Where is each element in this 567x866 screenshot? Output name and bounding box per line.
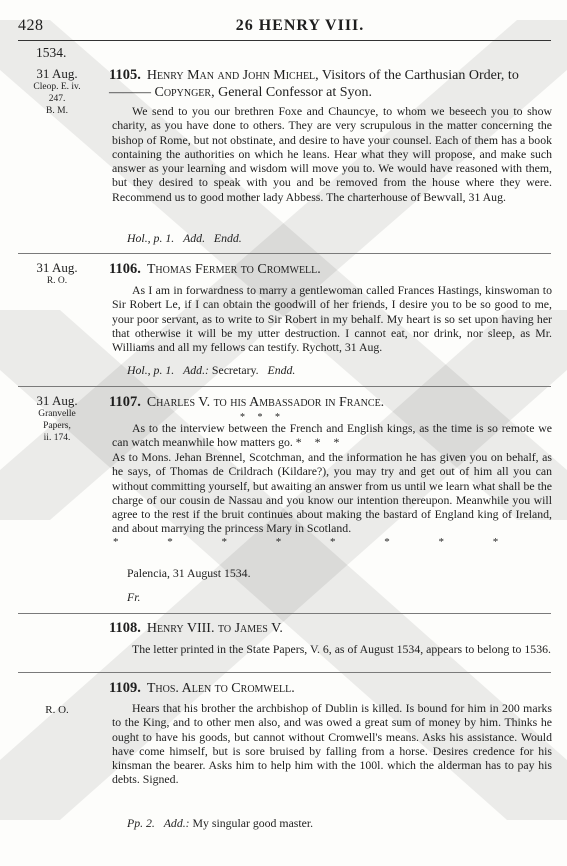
running-head: 26 HENRY VIII. [235,17,365,34]
source-ref: R. O. [45,704,69,716]
entry-1108-heading: 1108. Henry VIII. to James V. [109,620,283,636]
source-ref: 247. [48,94,66,104]
entry-number: 1108. [109,620,141,636]
entry-1106-body: As I am in forwardness to marry a gentlewoman called Frances Hastings, kinswoman to Sir Robert Le, if I can obtain the goodwill of her friends, I desire you to be so good to me, your poor servant, as to write to Sir Robert in my behalf. My heart is so set upon having her that otherwise it will be my utter destruction. I cannot eat, nor drink, nor sleep, as Mr. Williams and all my fellows can testify. Rychott, 31 Aug. [112,283,552,355]
source-ref: Granvelle [38,409,76,419]
source-ref: Cleop. E. iv. [33,82,81,92]
entry-1109-margin [18,704,96,716]
entry-1107-language: Fr. [127,590,141,604]
entry-number: 1107. [109,394,141,410]
entry-1105-heading: 1105. Henry Man and John Michel, Visitors of the Carthusian Order, to ——— Copynger, General Confessor at Syon. [109,67,519,100]
omission-stars: * * * [240,412,280,423]
entry-1109-footer: Pp. 2. Add.: My singular good master. [127,816,314,830]
entry-separator [18,253,551,254]
entry-number: 1105. [109,67,141,83]
entry-1106-footer: Hol., p. 1. Add.: Secretary. Endd. [127,363,296,377]
margin-year: 1534. [36,45,67,60]
entry-1108-body: The letter printed in the State Papers, V. 6, as of August 1534, appears to belong to 1536. [132,642,551,656]
entry-1105-footer: Hol., p. 1. Add. Endd. [127,231,242,245]
entry-1105-margin [18,66,96,117]
omission-stars: * * * * * * * * [113,536,499,548]
entry-date: 31 Aug. [36,393,78,408]
omission-stars: * * * [295,435,340,450]
entry-date: 31 Aug. [36,260,78,275]
entry-separator [18,613,551,614]
source-ref: Papers, [43,421,71,431]
entry-1107-body-a: As to the interview between the French and English kings, as the time is so remote we can watch meanwhile how matters go. * * * [112,421,552,450]
entry-separator [18,386,551,387]
entry-number: 1106. [109,261,141,277]
source-ref: ii. 174. [43,433,71,443]
entry-1109-body: Hears that his brother the archbishop of Dublin is killed. Is bound for him in 200 marks to the King, and to other men also, and was owed a great sum of money by him. Thinks he ought to have his goods, but cannot without Cromwell's means. Asks his assistance. Would have come himself, but is sore bruised by falling from a horse. Desires credence for his kinsman the bearer. Asks him to help him with the 100l. which the alderman has to pay his debts. Signed. [112,701,552,787]
page-number: 428 [18,17,44,34]
source-ref: R. O. [46,276,68,286]
entry-1107-body-b: As to Mons. Jehan Brennel, Scotchman, and the information he has given you on behalf, as he says, of Thomas de Crildrach (Kildare?), you may try and get out of him all you can without committing yourself, but awaiting an answer from us until we learn what shall be the charge of our cousin de Nassau and you know our intention thereupon. Meanwhile you will agree to the rest if the bruit continues about making the bastard of England king of Ireland, and about marrying the princess Mary in Scotland. [112,450,552,536]
entry-1106-heading: 1106. Thomas Fermer to Cromwell. [109,261,321,277]
entry-1106-margin [18,260,96,287]
entry-1107-place-date: Palencia, 31 August 1534. [127,566,251,580]
entry-number: 1109. [109,680,141,696]
entry-date: 31 Aug. [36,66,78,81]
entry-1105-body: We send to you our brethren Foxe and Chauncye, to whom we beseech you to show charity, as you have done to others. They are very scrupulous in the matter concerning the bishop of Rome, but not obstinate, and desire to have your counsel. Each of them has a book containing the authorities on which he leans. Hear what they will propose, and make such answer as your learning and wisdom will move you to. We would have reasoned with them, but they desired to speak with you and be removed from the house where they were. Recommend us to good mother lady Abbess. The charterhouse of Bewvall, 31 Aug. [112,104,552,204]
entry-1109-heading: 1109. Thos. Alen to Cromwell. [109,680,295,696]
entry-1107-margin [18,393,96,444]
header-rule [18,40,551,41]
source-ref: B. M. [46,106,68,116]
entry-1107-heading: 1107. Charles V. to his Ambassador in France. [109,394,385,410]
entry-separator [18,672,551,673]
